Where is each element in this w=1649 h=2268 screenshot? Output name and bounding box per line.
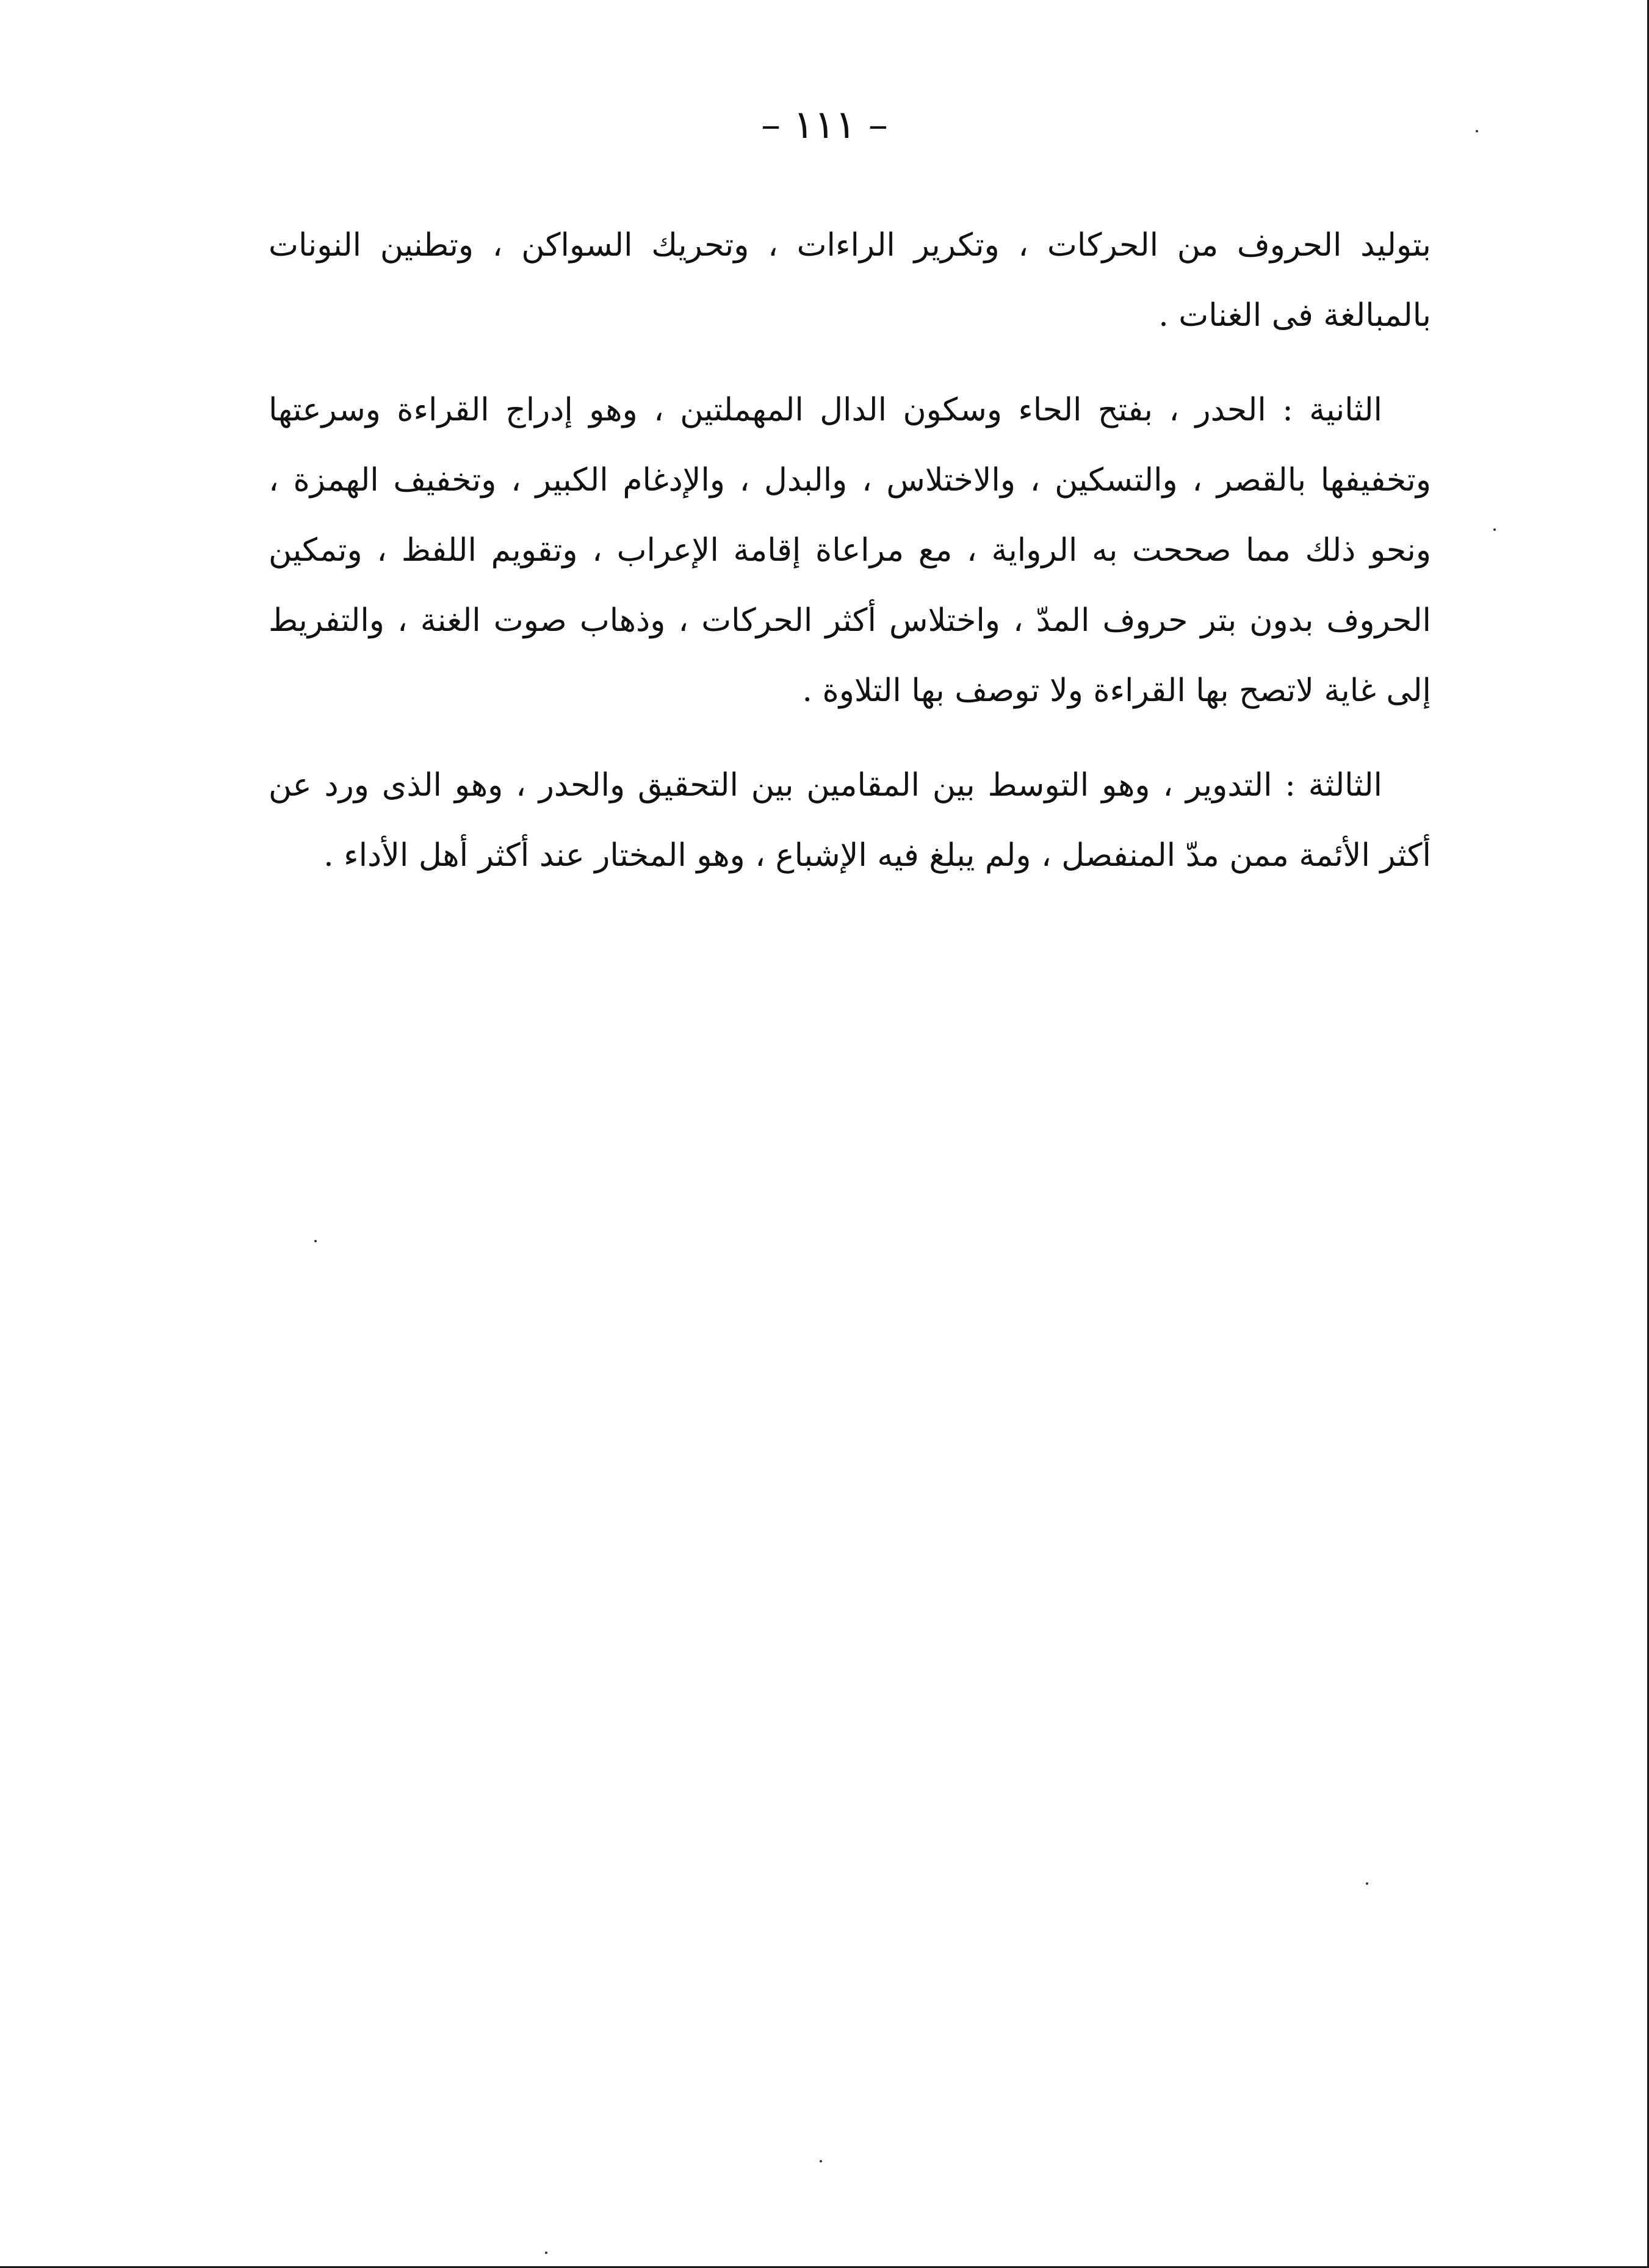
body-text [269,211,1431,915]
paragraph-second-hadr: الثانية : الحدر ، بفتح الحاء وسكون الدال المهملتين ، وهو إدراج القراءة وسرعتها وتخفيفها بالقصر ، والتسكين ، والاختلاس ، والبدل ، والإدغام الكبير ، وتخفيف الهمزة ، ونحو ذلك مما صححت به الرواية ، مع مراعاة إقامة الإعراب ، وتقويم اللفظ ، وتمكين الحروف بدون بتر حروف المدّ ، واختلاس أكثر الحركات ، وذهاب صوت الغنة ، والتفريط إلى غاية لاتصح بها القراءة ولا توصف بها التلاوة . [269,392,1431,709]
scan-speck [1493,528,1496,531]
scan-speck [820,2160,822,2162]
paragraph-third-tadwir: الثالثة : التدوير ، وهو التوسط بين المقامين بين التحقيق والحدر ، وهو الذى ورد عن أكثر الأئمة ممن مدّ المنفصل ، ولم يبلغ فيه الإشباع ، وهو المختار عند أكثر أهل الأداء . [269,767,1431,874]
paragraph-continuation: بتوليد الحروف من الحركات ، وتكرير الراءات ، وتحريك السواكن ، وتطنين النونات بالمبالغة فى الغنات . [269,227,1431,334]
scan-speck [1366,1882,1368,1885]
scan-speck [1476,130,1478,132]
scan-speck [545,2252,547,2254]
scan-speck [314,1240,317,1242]
page-number: – ١١١ – [761,103,888,148]
